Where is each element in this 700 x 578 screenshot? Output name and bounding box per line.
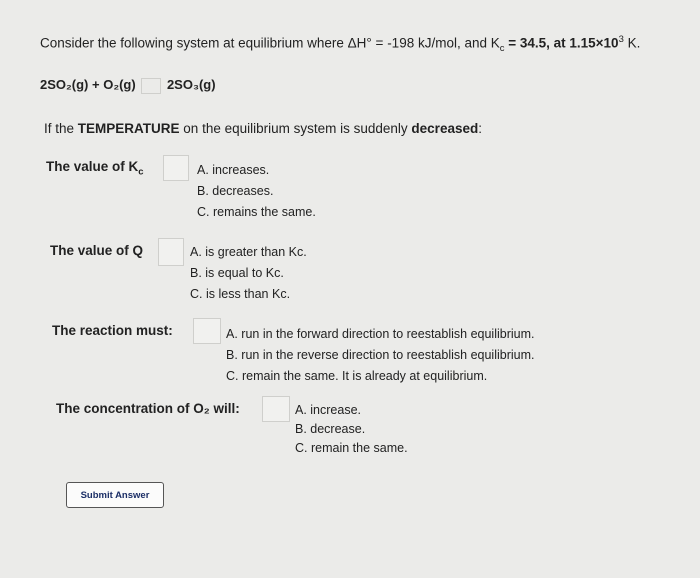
answer-box-reaction[interactable] [193,318,221,344]
option-a: A. run in the forward direction to reestablish equilibrium. [226,327,535,341]
option-c: C. remains the same. [197,205,316,219]
question-kc-label: The value of $K_c$ [46,159,144,178]
reaction-equation: 2SO₂(g) + O₂(g) 2SO₃(g) [40,77,216,92]
option-c: C. remain the same. It is already at equilibrium. [226,369,488,383]
option-b: B. run in the reverse direction to reestablish equilibrium. [226,348,535,362]
option-c: C. is less than Kc. [190,287,291,301]
question-reaction-label: The reaction must: [52,323,173,338]
option-b: B. decrease. [295,422,366,436]
options-reaction [226,324,534,387]
options-kc [197,160,316,223]
option-b: B. is equal to Kc. [190,266,284,280]
option-a: A. increases. [197,163,270,177]
answer-box-kc[interactable] [163,155,189,181]
option-a: A. is greater than Kc. [190,245,307,259]
equilibrium-arrow-box [141,78,161,94]
condition-statement: If the TEMPERATURE on the equilibrium system is suddenly decreased: [44,121,482,136]
answer-box-o2[interactable] [262,396,290,422]
options-o2 [295,401,408,458]
answer-box-q[interactable] [158,238,184,266]
option-b: B. decreases. [197,184,274,198]
problem-statement: Consider the following system at equilibrium where ΔH° = -198 kJ/mol, and $K_c = 34.5$, at $1.15\times 10^3$ K. [40,34,641,55]
question-q-label: The value of Q [50,243,144,258]
options-q [190,242,307,305]
submit-answer-button[interactable]: Submit Answer [66,482,164,508]
option-c: C. remain the same. [295,441,408,455]
question-o2-label: The concentration of O₂ will: [56,401,240,416]
option-a: A. increase. [295,403,362,417]
